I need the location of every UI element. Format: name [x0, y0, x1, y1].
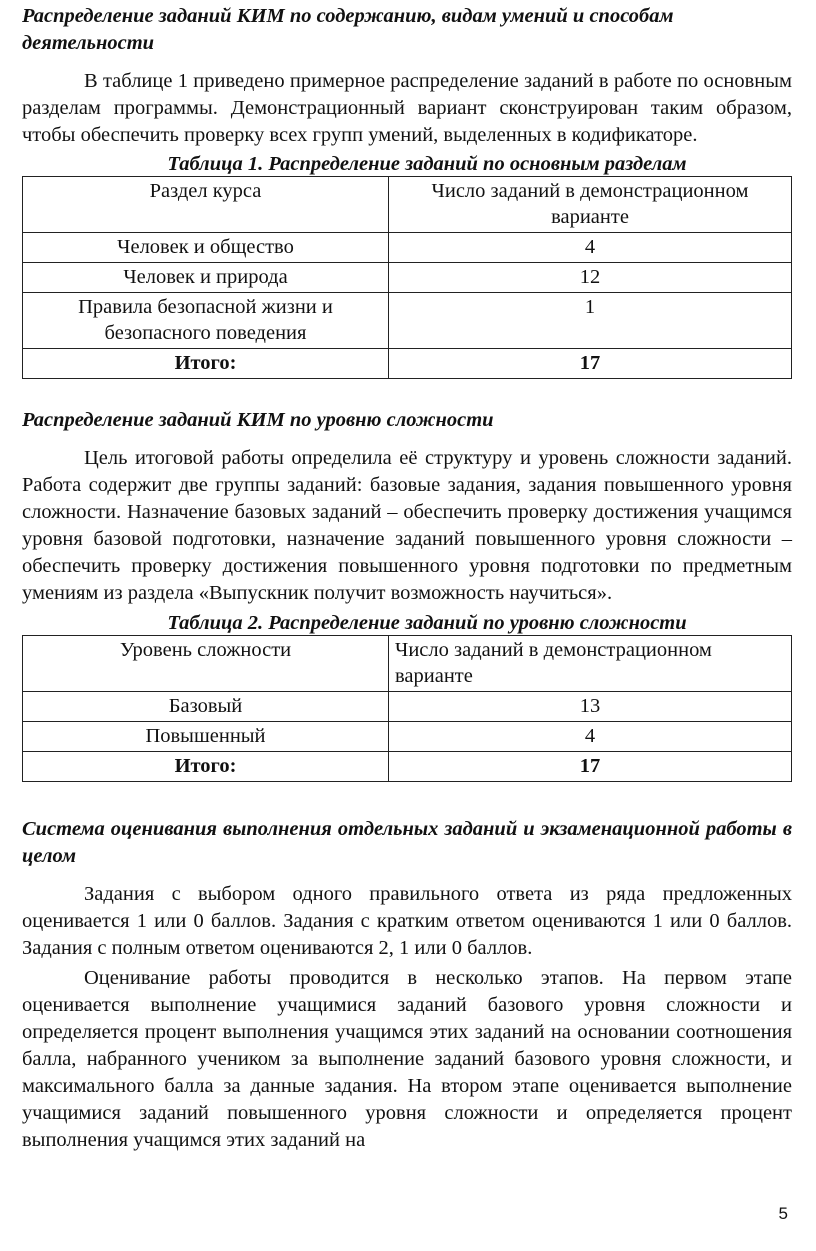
table-cell: 4: [389, 722, 792, 752]
table-cell: Базовый: [23, 692, 389, 722]
paragraph-stages: Оценивание работы проводится в несколько этапов. На первом этапе оценивается выполнение учащимися заданий базового уровня сложности и определяется процент выполнения учащимся этих заданий на основании соотношения балла, набранного учеником за выполнение заданий базового уровня сложности, и максимального балла за данные задания. На втором этапе оценивается выполнение учащимися заданий повышенного уровня сложности и определяется процент выполнения учащимся этих заданий на: [22, 967, 792, 1151]
table-header-row: [23, 177, 792, 233]
paragraph-scoring: Задания с выбором одного правильного ответа из ряда предложенных оценивается 1 или 0 баллов. Задания с кратким ответом оцениваются 1 или 0 баллов. Задания с полным ответом оцениваются 2, 1 или 0 баллов.: [22, 883, 792, 959]
table-cell: Человек и общество: [23, 233, 389, 263]
table-total-value: 17: [389, 349, 792, 379]
table-cell: 13: [389, 692, 792, 722]
table-row: [23, 293, 792, 349]
table-complexity: [22, 635, 792, 782]
table-cell: 1: [389, 293, 792, 349]
table-cell: Человек и природа: [23, 263, 389, 293]
paragraph-complexity: Цель итоговой работы определила её структуру и уровень сложности заданий. Работа содержит две группы заданий: базовые задания, задания повышенного уровня сложности. Назначение базовых заданий – обеспечить проверку достижения учащимся уровня базовой подготовки, назначение заданий повышенного уровня сложности – обеспечить проверку достижения повышенного уровня подготовки по предметным умениям из раздела «Выпускник получит возможность научиться».: [22, 447, 792, 604]
table1-caption: Таблица 1. Распределение заданий по основным разделам: [167, 153, 687, 175]
table-total-row: [23, 349, 792, 379]
table2-caption: Таблица 2. Распределение заданий по уровню сложности: [167, 612, 687, 634]
table-header-cell: Раздел курса: [23, 177, 389, 233]
document-page: [22, 0, 792, 1154]
table-total-value: 17: [389, 752, 792, 782]
page-number: 5: [778, 1204, 788, 1223]
table-header-cell: Число заданий в демонстрационном варианте: [389, 177, 792, 233]
table-sections: [22, 176, 792, 379]
table-cell: Повышенный: [23, 722, 389, 752]
table-total-label: Итого:: [23, 752, 389, 782]
paragraph-table1-intro: В таблице 1 приведено примерное распределение заданий в работе по основным разделам программы. Демонстрационный вариант сконструирован таким образом, чтобы обеспечить проверку всех групп умений, выделенных в кодификаторе.: [22, 70, 792, 146]
table-row: [23, 692, 792, 722]
table-row: [23, 233, 792, 263]
section-heading-assessment: Система оценивания выполнения отдельных заданий и экзаменационной работы в целом: [22, 818, 792, 867]
table-total-row: [23, 752, 792, 782]
table-cell: Правила безопасной жизни и безопасного поведения: [23, 293, 389, 349]
section-heading-complexity: Распределение заданий КИМ по уровню сложности: [22, 409, 494, 431]
table-cell: 4: [389, 233, 792, 263]
table-cell: 12: [389, 263, 792, 293]
table-row: [23, 722, 792, 752]
table-total-label: Итого:: [23, 349, 389, 379]
section-heading-content: Распределение заданий КИМ по содержанию, видам умений и способам деятельности: [22, 5, 674, 54]
table-header-cell: Уровень сложности: [23, 636, 389, 692]
table-header-cell: Число заданий в демонстрационном варианте: [389, 636, 792, 692]
table-header-row: [23, 636, 792, 692]
table-row: [23, 263, 792, 293]
